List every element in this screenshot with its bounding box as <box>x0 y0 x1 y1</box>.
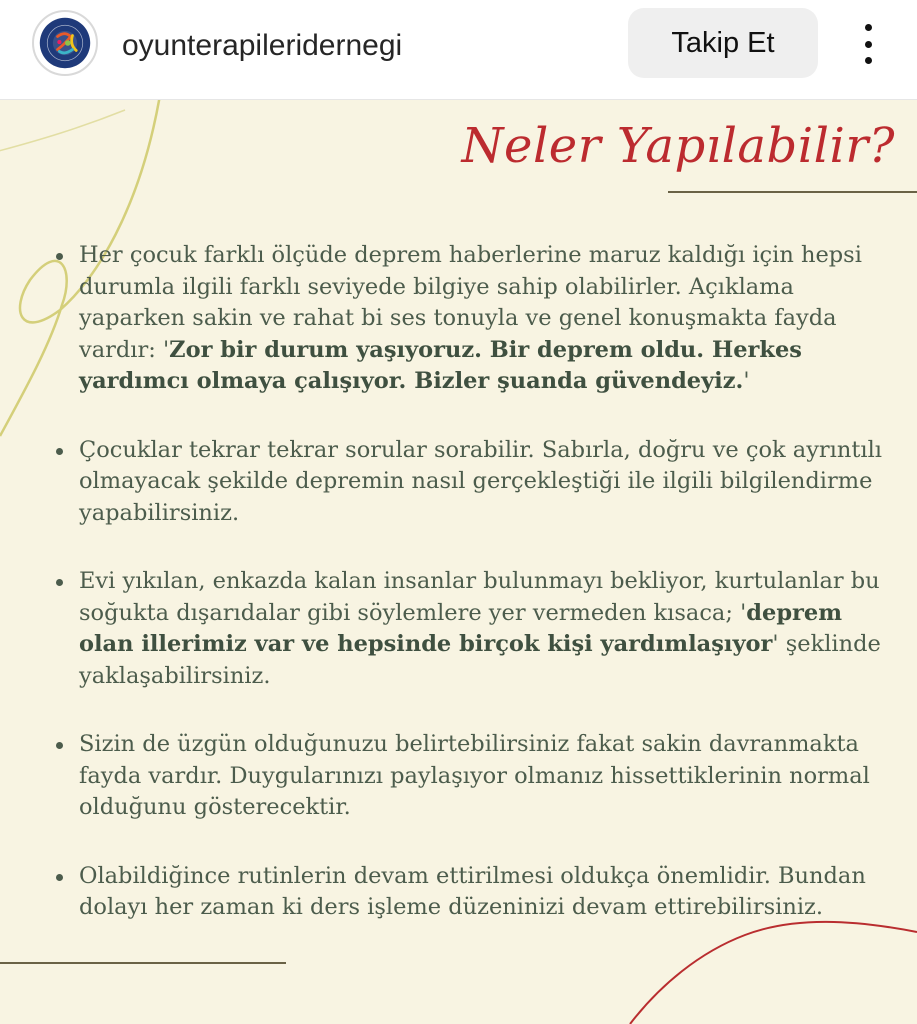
bottom-divider <box>0 962 286 964</box>
post-image <box>0 100 917 1024</box>
association-logo-icon <box>37 15 93 71</box>
tips-list <box>56 240 896 961</box>
list-item: Evi yıkılan, enkazda kalan insanlar bulunmayı bekliyor, kurtulanlar bu soğukta dışarıdalar gibi söylemlere yer vermeden kısaca; 'deprem olan illerimiz var ve hepsinde birçok kişi yardımlaşıyor' şeklinde yaklaşabilirsiniz. <box>56 566 896 692</box>
post-header <box>0 0 917 100</box>
follow-button[interactable]: Takip Et <box>628 8 818 78</box>
list-item: Her çocuk farklı ölçüde deprem haberlerine maruz kaldığı için hepsi durumla ilgili farklı seviyede bilgiye sahip olabilirler. Açıklama yaparken sakin ve rahat bi ses tonuyla ve genel konuşmakta fayda vardır: 'Zor bir durum yaşıyoruz. Bir deprem oldu. Herkes yardımcı olmaya çalışıyor. Bizler şuanda güvendeyiz.' <box>56 240 896 398</box>
username[interactable]: oyunterapileridernegi <box>122 29 403 62</box>
list-item: Sizin de üzgün olduğunuzu belirtebilirsiniz fakat sakin davranmakta fayda vardır. Duygularınızı paylaşıyor olmanız hissettiklerinin normal olduğunu gösterecektir. <box>56 729 896 824</box>
post-title: Neler Yapılabilir? <box>461 118 895 174</box>
profile-avatar[interactable] <box>32 10 98 76</box>
more-vertical-icon[interactable] <box>850 18 886 70</box>
title-underline <box>668 191 917 193</box>
list-item: Olabildiğince rutinlerin devam ettirilmesi oldukça önemlidir. Bundan dolayı her zaman ki ders işleme düzeninizi devam ettirebilirsiniz. <box>56 861 896 924</box>
list-item: Çocuklar tekrar tekrar sorular sorabilir. Sabırla, doğru ve çok ayrıntılı olmayacak şekilde depremin nasıl gerçekleştiği ile ilgili bilgilendirme yapabilirsiniz. <box>56 435 896 530</box>
